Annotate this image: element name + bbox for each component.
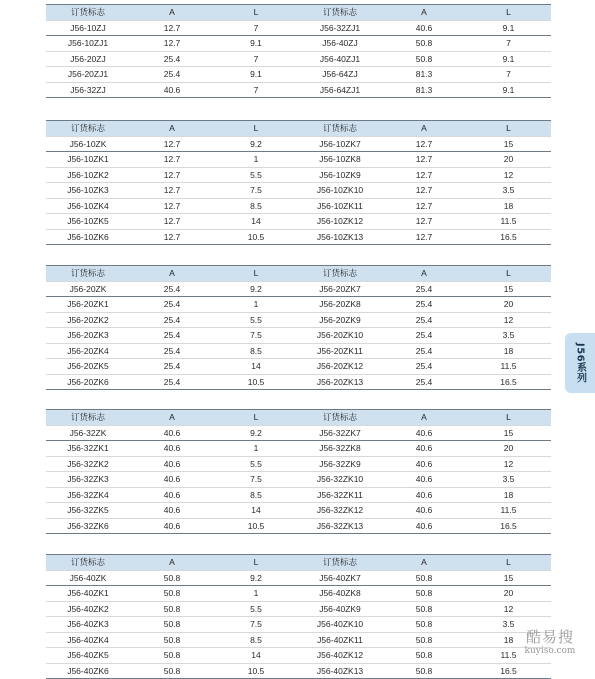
table-cell: 8.5 [214,632,298,648]
table-cell: 15 [466,425,551,441]
table-cell: 14 [214,503,298,519]
table-cell: 9.2 [214,570,298,586]
table-cell: J56-10ZK7 [298,136,382,152]
table-cell: 40.6 [130,472,214,488]
table-cell: J56-40ZK13 [298,663,382,679]
table-cell: 3.5 [466,328,551,344]
table-cell: 25.4 [130,374,214,390]
table-cell: 50.8 [382,601,466,617]
table-row [46,570,551,586]
table-cell: 9.2 [214,281,298,297]
table-row [46,663,551,679]
table-cell: 50.8 [130,617,214,633]
table-row [46,312,551,328]
table-row [46,82,551,98]
table-cell: 25.4 [130,67,214,83]
column-header: 订货标志 [298,410,382,426]
table-cell: J56-20ZJ [46,51,130,67]
table-cell: J56-40ZK1 [46,586,130,602]
table-cell: 50.8 [382,36,466,52]
table-cell: 7.5 [214,328,298,344]
table-cell: J56-10ZJ1 [46,36,130,52]
table-cell: 25.4 [382,343,466,359]
table-cell: J56-40ZK2 [46,601,130,617]
table-cell: 40.6 [382,441,466,457]
table-cell: 40.6 [382,425,466,441]
table-cell: 11.5 [466,214,551,230]
table-row [46,198,551,214]
table-cell: J56-32ZK7 [298,425,382,441]
table-cell: 9.2 [214,136,298,152]
table-cell: 14 [214,648,298,664]
column-header: L [466,121,551,137]
watermark-text: 酷易搜 [525,628,574,646]
table-cell: 50.8 [382,663,466,679]
table-cell: 40.6 [130,82,214,98]
table-cell: J56-10ZJ [46,20,130,36]
table-header-row [46,5,551,21]
table-cell: J56-20ZK5 [46,359,130,375]
table-cell: 5.5 [214,312,298,328]
table-cell: 40.6 [382,518,466,534]
column-header: 订货标志 [298,121,382,137]
table-cell: J56-10ZK5 [46,214,130,230]
table-cell: 12.7 [382,167,466,183]
table-cell: 20 [466,441,551,457]
table-cell: 10.5 [214,663,298,679]
table-cell: 12.7 [382,229,466,245]
table-cell: 5.5 [214,456,298,472]
table-cell: 12.7 [382,152,466,168]
table-cell: 8.5 [214,198,298,214]
table-cell: 20 [466,297,551,313]
table-cell: 12 [466,601,551,617]
column-header: A [130,5,214,21]
table-cell: J56-40ZK11 [298,632,382,648]
table-cell: 1 [214,152,298,168]
table-cell: 50.8 [130,601,214,617]
table-cell: 12 [466,456,551,472]
table-cell: J56-32ZK3 [46,472,130,488]
column-header: L [214,121,298,137]
table-cell: J56-32ZJ1 [298,20,382,36]
table-cell: J56-20ZK8 [298,297,382,313]
table-row [46,67,551,83]
column-header: A [382,555,466,571]
table-cell: 50.8 [382,648,466,664]
table-cell: 12.7 [130,167,214,183]
table-cell: 25.4 [130,312,214,328]
table-cell: 3.5 [466,617,551,633]
table-row [46,441,551,457]
table-cell: 7.5 [214,472,298,488]
table-cell: J56-10ZK3 [46,183,130,199]
table-header-row [46,121,551,137]
table-cell: 9.1 [466,82,551,98]
table-row [46,456,551,472]
table-row [46,632,551,648]
spec-table-40zk [46,554,551,679]
table-cell: 12.7 [382,183,466,199]
table-row [46,328,551,344]
table-cell: 25.4 [382,297,466,313]
table-cell: 40.6 [130,441,214,457]
table-cell: 50.8 [382,51,466,67]
column-header: L [214,266,298,282]
table-cell: 50.8 [130,570,214,586]
column-header: A [130,410,214,426]
table-cell: 25.4 [382,374,466,390]
table-cell: J56-10ZK1 [46,152,130,168]
column-header: A [382,5,466,21]
table-cell: 10.5 [214,518,298,534]
table-cell: 7 [466,36,551,52]
table-cell: 25.4 [130,51,214,67]
table-row [46,487,551,503]
table-cell: 12.7 [130,136,214,152]
table-cell: 25.4 [382,281,466,297]
table-cell: J56-20ZK3 [46,328,130,344]
table-cell: J56-64ZJ1 [298,82,382,98]
table-cell: 40.6 [382,456,466,472]
table-cell: J56-10ZK13 [298,229,382,245]
table-row [46,136,551,152]
table-cell: 14 [214,359,298,375]
table-cell: 40.6 [130,425,214,441]
table-cell: J56-32ZK2 [46,456,130,472]
table-cell: J56-10ZK8 [298,152,382,168]
spec-table-32zk [46,409,551,534]
table-cell: 40.6 [130,456,214,472]
table-cell: J56-40ZK3 [46,617,130,633]
table-cell: 12.7 [130,229,214,245]
table-cell: 18 [466,487,551,503]
table-row [46,648,551,664]
table-cell: 16.5 [466,518,551,534]
table-row [46,167,551,183]
column-header: A [382,121,466,137]
table-cell: J56-20ZK10 [298,328,382,344]
column-header: 订货标志 [46,5,130,21]
table-cell: J56-32ZJ [46,82,130,98]
table-cell: 18 [466,632,551,648]
table-cell: 1 [214,297,298,313]
column-header: A [382,410,466,426]
table-cell: 50.8 [130,632,214,648]
table-cell: J56-10ZK9 [298,167,382,183]
column-header: L [466,266,551,282]
table-cell: 10.5 [214,374,298,390]
table-header-row [46,266,551,282]
table-cell: J56-20ZK [46,281,130,297]
table-cell: J56-40ZK10 [298,617,382,633]
table-cell: 5.5 [214,167,298,183]
table-cell: J56-32ZK [46,425,130,441]
table-cell: 7.5 [214,183,298,199]
table-cell: J56-32ZK13 [298,518,382,534]
table-row [46,359,551,375]
table-row [46,617,551,633]
table-cell: J56-20ZK13 [298,374,382,390]
table-cell: J56-32ZK5 [46,503,130,519]
table-cell: 7 [214,20,298,36]
table-cell: 11.5 [466,503,551,519]
column-header: 订货标志 [46,266,130,282]
table-cell: J56-64ZJ [298,67,382,83]
column-header: 订货标志 [298,555,382,571]
table-cell: 7.5 [214,617,298,633]
table-cell: 9.2 [214,425,298,441]
table-cell: 18 [466,198,551,214]
table-cell: J56-40ZK7 [298,570,382,586]
table-cell: 50.8 [130,586,214,602]
table-cell: 40.6 [130,518,214,534]
series-side-tab-label: J56系列 [574,342,586,384]
table-cell: 3.5 [466,183,551,199]
table-cell: J56-20ZK11 [298,343,382,359]
spec-table-20zk [46,265,551,390]
table-cell: 16.5 [466,229,551,245]
column-header: L [214,410,298,426]
table-cell: 7 [214,51,298,67]
table-row [46,152,551,168]
table-cell: 8.5 [214,343,298,359]
table-header-row [46,555,551,571]
series-side-tab[interactable] [565,333,595,393]
table-cell: 12.7 [382,214,466,230]
table-row [46,472,551,488]
table-cell: 12.7 [130,152,214,168]
table-cell: 50.8 [130,663,214,679]
column-header: L [466,410,551,426]
table-cell: 3.5 [466,472,551,488]
table-cell: 25.4 [382,328,466,344]
table-cell: J56-20ZK4 [46,343,130,359]
table-cell: J56-32ZK1 [46,441,130,457]
table-cell: 8.5 [214,487,298,503]
column-header: 订货标志 [46,121,130,137]
table-cell: J56-20ZK2 [46,312,130,328]
table-cell: 12.7 [130,183,214,199]
table-cell: 25.4 [130,281,214,297]
table-cell: 9.1 [466,51,551,67]
table-header-row [46,410,551,426]
table-cell: 25.4 [382,312,466,328]
table-cell: J56-20ZK9 [298,312,382,328]
table-cell: J56-32ZK4 [46,487,130,503]
table-cell: J56-20ZJ1 [46,67,130,83]
table-cell: J56-20ZK1 [46,297,130,313]
table-cell: J56-40ZJ [298,36,382,52]
table-cell: J56-32ZK6 [46,518,130,534]
table-cell: 50.8 [130,648,214,664]
table-cell: 12.7 [130,20,214,36]
column-header: L [466,5,551,21]
table-row [46,343,551,359]
table-cell: J56-40ZK9 [298,601,382,617]
table-cell: J56-10ZK12 [298,214,382,230]
table-cell: 20 [466,152,551,168]
table-cell: 7 [214,82,298,98]
table-cell: J56-40ZJ1 [298,51,382,67]
table-cell: J56-32ZK11 [298,487,382,503]
table-cell: 14 [214,214,298,230]
table-cell: 40.6 [130,503,214,519]
table-cell: 25.4 [382,359,466,375]
table-cell: 5.5 [214,601,298,617]
table-row [46,297,551,313]
table-row [46,20,551,36]
table-cell: J56-10ZK11 [298,198,382,214]
table-cell: J56-20ZK12 [298,359,382,375]
table-row [46,229,551,245]
table-row [46,51,551,67]
table-cell: 50.8 [382,586,466,602]
table-row [46,586,551,602]
column-header: 订货标志 [46,555,130,571]
column-header: 订货标志 [46,410,130,426]
table-cell: 16.5 [466,663,551,679]
table-cell: J56-20ZK6 [46,374,130,390]
spec-table-zj [46,4,551,98]
table-cell: J56-40ZK5 [46,648,130,664]
column-header: L [466,555,551,571]
table-row [46,374,551,390]
table-cell: 16.5 [466,374,551,390]
table-row [46,503,551,519]
table-cell: 1 [214,586,298,602]
table-cell: 50.8 [382,617,466,633]
table-cell: 12.7 [382,136,466,152]
table-row [46,281,551,297]
table-cell: J56-32ZK12 [298,503,382,519]
table-cell: 40.6 [382,20,466,36]
table-cell: J56-20ZK7 [298,281,382,297]
table-cell: 15 [466,136,551,152]
table-cell: J56-10ZK4 [46,198,130,214]
column-header: A [130,121,214,137]
table-cell: J56-10ZK6 [46,229,130,245]
table-cell: 40.6 [130,487,214,503]
table-cell: 11.5 [466,359,551,375]
table-row [46,36,551,52]
table-cell: 40.6 [382,472,466,488]
table-cell: 11.5 [466,648,551,664]
table-cell: J56-40ZK12 [298,648,382,664]
table-row [46,518,551,534]
table-row [46,425,551,441]
table-cell: 81.3 [382,67,466,83]
table-cell: J56-40ZK4 [46,632,130,648]
table-cell: 9.1 [214,67,298,83]
table-cell: 25.4 [130,328,214,344]
column-header: L [214,555,298,571]
table-cell: 40.6 [382,487,466,503]
table-row [46,183,551,199]
column-header: A [130,266,214,282]
table-cell: 20 [466,586,551,602]
table-cell: J56-32ZK9 [298,456,382,472]
table-cell: J56-40ZK8 [298,586,382,602]
watermark [505,628,595,672]
table-cell: 40.6 [382,503,466,519]
table-cell: 9.1 [214,36,298,52]
table-cell: J56-32ZK10 [298,472,382,488]
table-cell: J56-40ZK6 [46,663,130,679]
spec-table-10zk [46,120,551,245]
table-cell: 25.4 [130,297,214,313]
table-cell: 50.8 [382,632,466,648]
table-cell: 50.8 [382,570,466,586]
table-cell: 15 [466,281,551,297]
table-cell: J56-10ZK2 [46,167,130,183]
table-cell: 7 [466,67,551,83]
table-cell: J56-40ZK [46,570,130,586]
table-cell: J56-32ZK8 [298,441,382,457]
table-cell: 12 [466,312,551,328]
column-header: L [214,5,298,21]
watermark-url: kuyiso.com [524,646,576,656]
table-cell: 12.7 [130,198,214,214]
table-cell: 25.4 [130,359,214,375]
table-cell: 15 [466,570,551,586]
table-cell: 12.7 [382,198,466,214]
column-header: A [130,555,214,571]
column-header: 订货标志 [298,5,382,21]
column-header: A [382,266,466,282]
table-row [46,601,551,617]
table-cell: 12.7 [130,36,214,52]
table-cell: 18 [466,343,551,359]
table-row [46,214,551,230]
table-cell: J56-10ZK10 [298,183,382,199]
table-cell: 12 [466,167,551,183]
table-cell: 1 [214,441,298,457]
table-cell: 81.3 [382,82,466,98]
table-cell: 10.5 [214,229,298,245]
table-cell: 9.1 [466,20,551,36]
table-cell: 25.4 [130,343,214,359]
column-header: 订货标志 [298,266,382,282]
table-cell: J56-10ZK [46,136,130,152]
table-cell: 12.7 [130,214,214,230]
